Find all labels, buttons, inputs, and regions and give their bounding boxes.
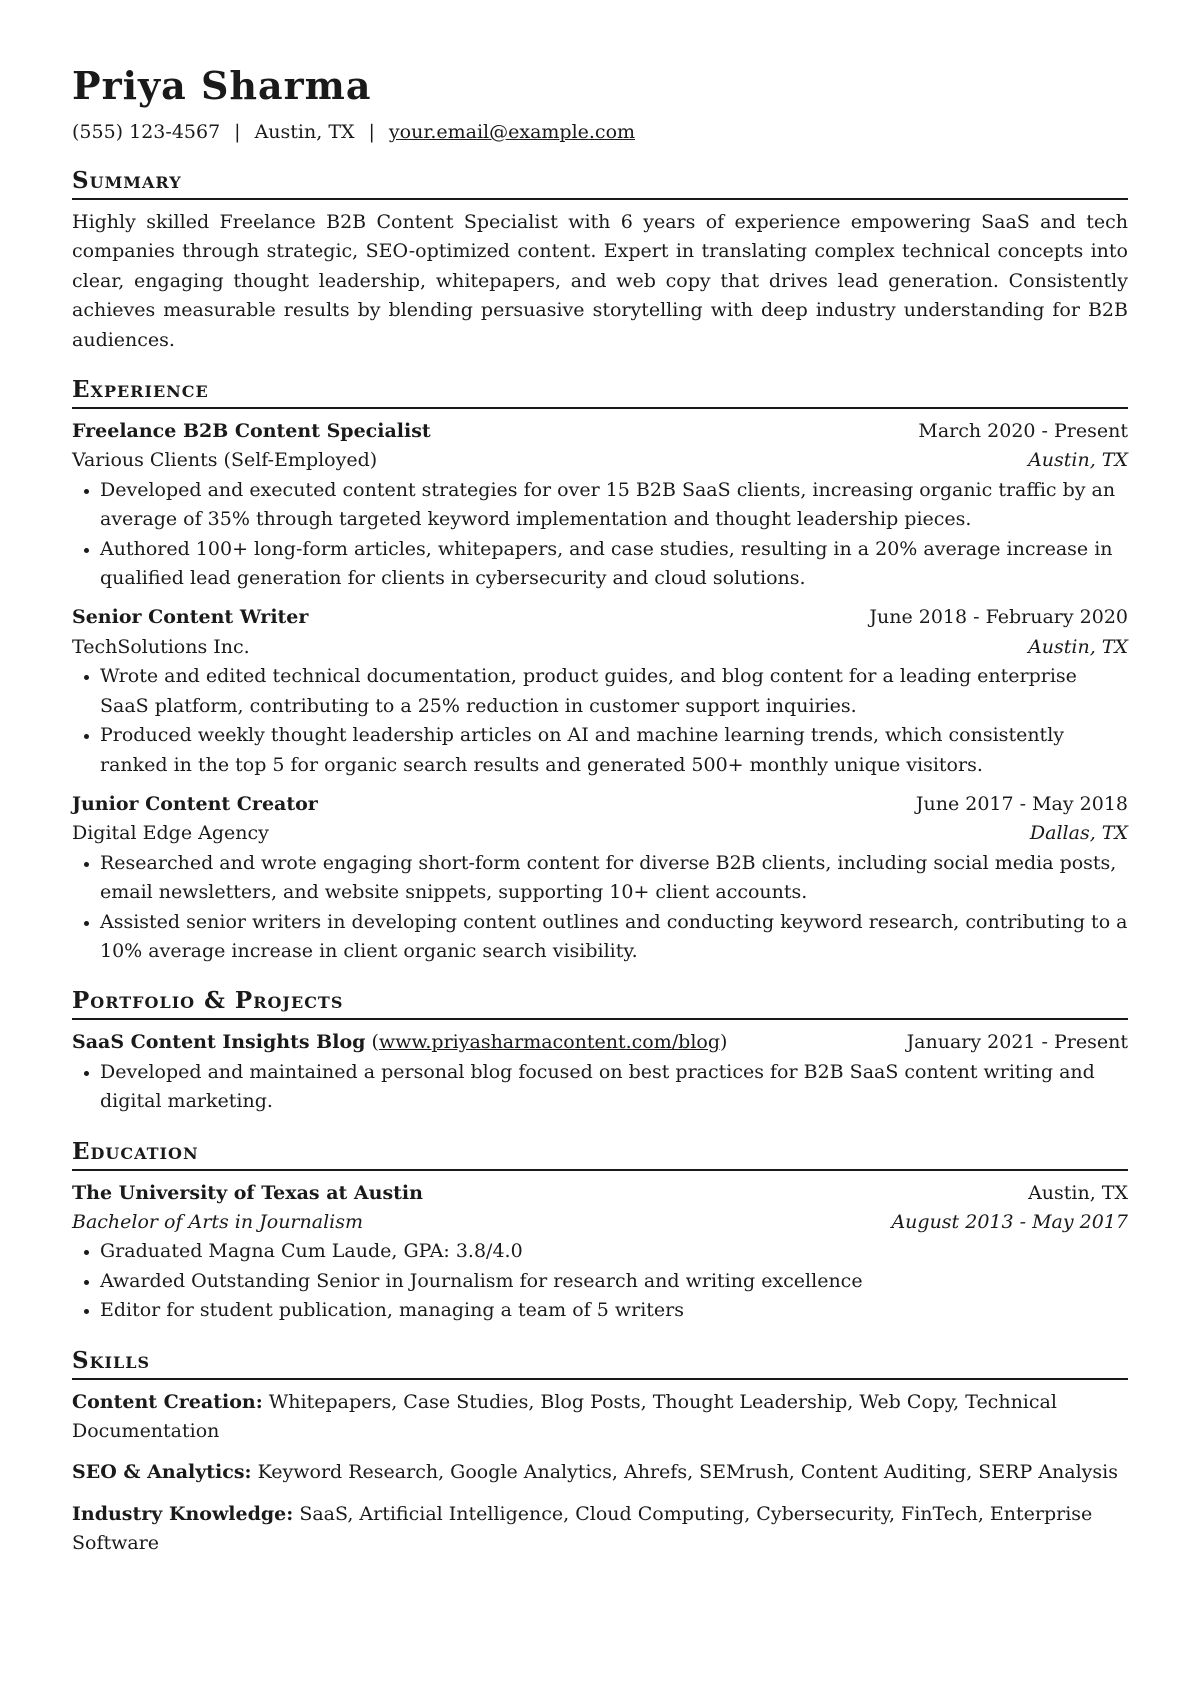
section-title-experience: Experience: [72, 375, 1128, 409]
job-company: Digital Edge Agency: [72, 822, 269, 845]
job-role: Senior Content Writer: [72, 606, 309, 629]
section-title-skills: Skills: [72, 1346, 1128, 1380]
education-bullets: [72, 1237, 1128, 1325]
job-role: Freelance B2B Content Specialist: [72, 420, 431, 443]
list-item: • Produced weekly thought leadership articles on AI and machine learning trends, which consistently ranked in the top 5 for organic search results and generated 500+ monthly unique visitors.: [100, 721, 1128, 780]
project-heading: SaaS Content Insights Blog (www.priyasharmacontent.com/blog): [72, 1031, 728, 1054]
candidate-name: Priya Sharma: [72, 63, 372, 108]
project-url-link[interactable]: www.priyasharmacontent.com/blog: [378, 1031, 721, 1054]
list-item: • Developed and maintained a personal blog focused on best practices for B2B SaaS content writing and digital marketing.: [100, 1058, 1128, 1117]
skill-label: Industry Knowledge:: [72, 1502, 294, 1525]
skill-line: [72, 1500, 1128, 1559]
skills-section: [72, 1346, 1128, 1559]
section-title-portfolio: Portfolio & Projects: [72, 986, 1128, 1020]
section-title-education: Education: [72, 1137, 1128, 1171]
skill-values: Whitepapers, Case Studies, Blog Posts, Thought Leadership, Web Copy, Technical Documentation: [72, 1390, 1057, 1442]
job-dates: March 2020 - Present: [918, 420, 1128, 443]
summary-section: [72, 166, 1128, 355]
contact-separator: |: [368, 121, 375, 143]
skill-line: [72, 1388, 1128, 1447]
job-bullets: [72, 662, 1128, 780]
job-entry: [72, 417, 1128, 593]
job-role: Junior Content Creator: [72, 792, 318, 815]
skill-line: [72, 1458, 1128, 1487]
summary-text: Highly skilled Freelance B2B Content Specialist with 6 years of experience empowering SaaS and tech companies through strategic, SEO-optimized content. Expert in translating complex technical concepts into clear, engaging thought leadership, whitepapers, and web copy that drives lead generation. Consistently achieves measurable results by blending persuasive storytelling with deep industry understanding for B2B audiences.: [72, 211, 1128, 351]
contact-line: [72, 118, 1128, 146]
portfolio-section: [72, 986, 1128, 1116]
list-item: • Assisted senior writers in developing content outlines and conducting keyword research, contributing to a 10% average increase in client organic search visibility.: [100, 908, 1128, 967]
job-bullets: [72, 476, 1128, 594]
list-item: • Wrote and edited technical documentation, product guides, and blog content for a leading enterprise SaaS platform, contributing to a 25% reduction in customer support inquiries.: [100, 662, 1128, 721]
job-company: TechSolutions Inc.: [72, 635, 250, 658]
project-bullets: [72, 1058, 1128, 1117]
job-dates: June 2017 - May 2018: [915, 792, 1128, 815]
list-item: • Graduated Magna Cum Laude, GPA: 3.8/4.0: [100, 1237, 1128, 1266]
skill-values: Keyword Research, Google Analytics, Ahrefs, SEMrush, Content Auditing, SERP Analysis: [257, 1461, 1118, 1484]
phone-number: (555) 123-4567: [72, 121, 221, 143]
skill-label: Content Creation:: [72, 1390, 263, 1413]
list-item: • Researched and wrote engaging short-form content for diverse B2B clients, including social media posts, email newsletters, and website snippets, supporting 10+ client accounts.: [100, 849, 1128, 908]
section-title-summary: Summary: [72, 166, 1128, 200]
list-item: • Editor for student publication, managing a team of 5 writers: [100, 1296, 1128, 1325]
job-company: Various Clients (Self-Employed): [72, 449, 378, 472]
job-location: Austin, TX: [1028, 635, 1128, 658]
list-item: • Developed and executed content strategies for over 15 B2B SaaS clients, increasing organic traffic by an average of 35% through targeted keyword implementation and thought leadership pieces.: [100, 476, 1128, 535]
job-location: Dallas, TX: [1029, 822, 1128, 845]
location: Austin, TX: [254, 121, 355, 143]
job-bullets: [72, 849, 1128, 967]
list-item: • Authored 100+ long-form articles, whitepapers, and case studies, resulting in a 20% average increase in qualified lead generation for clients in cybersecurity and cloud solutions.: [100, 535, 1128, 594]
list-item: • Awarded Outstanding Senior in Journalism for research and writing excellence: [100, 1267, 1128, 1296]
education-dates: August 2013 - May 2017: [891, 1210, 1128, 1233]
education-section: [72, 1137, 1128, 1326]
skill-values: SaaS, Artificial Intelligence, Cloud Computing, Cybersecurity, FinTech, Enterprise Software: [72, 1502, 1093, 1555]
job-dates: June 2018 - February 2020: [869, 606, 1128, 629]
email-link[interactable]: your.email@example.com: [388, 121, 636, 143]
job-entry: [72, 603, 1128, 779]
job-location: Austin, TX: [1028, 449, 1128, 472]
experience-section: [72, 375, 1128, 966]
school-name: The University of Texas at Austin: [72, 1181, 423, 1204]
contact-separator: |: [234, 121, 241, 143]
school-location: Austin, TX: [1028, 1181, 1128, 1204]
skill-label: SEO & Analytics:: [72, 1461, 252, 1484]
job-entry: [72, 790, 1128, 966]
project-name: SaaS Content Insights Blog: [72, 1031, 366, 1054]
degree: Bachelor of Arts in Journalism: [72, 1210, 364, 1233]
project-dates: January 2021 - Present: [906, 1031, 1128, 1054]
